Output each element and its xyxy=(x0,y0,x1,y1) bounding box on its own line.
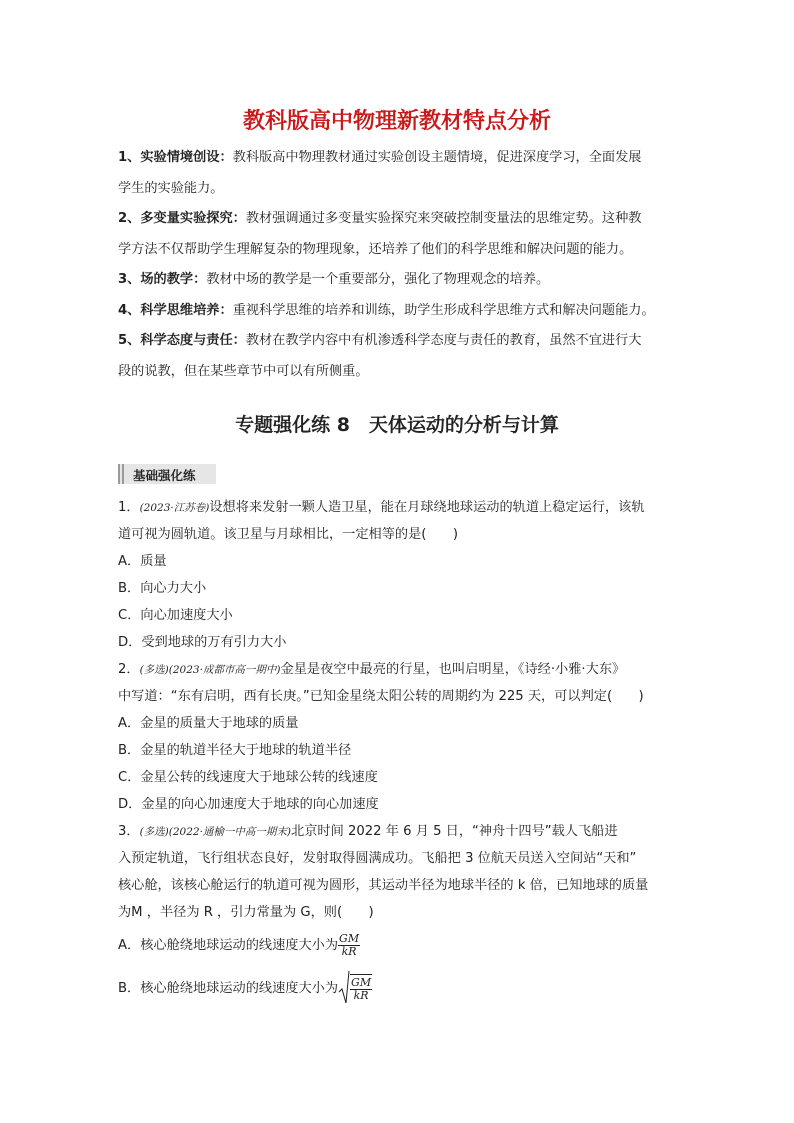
intro-text: 教科版高中物理教材通过实验创设主题情境，促进深度学习，全面发展 xyxy=(232,150,642,165)
question-3-line: 为M ，半径为 R ，引力常量为 G，则( ) xyxy=(118,905,374,920)
fraction-denominator: kR xyxy=(353,989,369,1002)
square-root-icon xyxy=(338,966,350,1010)
question-2-option-a: A．金星的质量大于地球的质量 xyxy=(118,716,299,731)
question-3-option-a xyxy=(118,926,688,966)
intro-key: 4、科学思维培养： xyxy=(118,302,233,318)
question-2-line xyxy=(118,656,688,683)
intro-item xyxy=(118,204,688,235)
intro-key: 2、多变量实验探究： xyxy=(118,211,246,226)
question-3-line: 核心舱，该核心舱运行的轨道可视为圆形，其运动半径为地球半径的 k 倍，已知地球的质量 xyxy=(118,878,649,893)
intro-item-cont: 学方法不仅帮助学生理解复杂的物理现象，还培养了他们的科学思维和解决问题的能力。 xyxy=(118,241,633,257)
option-a-text: A．核心舱绕地球运动的线速度大小为 xyxy=(118,938,339,953)
question-2-option-d: D．金星的向心加速度大于地球的向心加速度 xyxy=(118,797,379,812)
intro-item-cont: 学生的实验能力。 xyxy=(118,180,224,196)
intro-text: 教材在教学内容中有机渗透科学态度与责任的教育，虽然不宜进行大 xyxy=(245,333,642,348)
intro-key: 3、场的教学： xyxy=(118,272,207,287)
question-2-line: 中写道：“东有启明，西有长庚。”已知金星绕太阳公转的周期约为 225 天，可以判定( ) xyxy=(118,689,644,704)
question-number: 2． xyxy=(118,662,140,677)
question-1-line xyxy=(118,494,688,521)
option-b-text: B．核心舱绕地球运动的线速度大小为 xyxy=(118,981,339,996)
fraction-denominator: kR xyxy=(341,944,357,958)
fraction-numerator: GM xyxy=(351,976,372,989)
question-2-option-b: B．金星的轨道半径大于地球的轨道半径 xyxy=(118,743,352,758)
intro-key: 1、实验情境创设： xyxy=(118,150,233,165)
intro-item xyxy=(118,296,688,327)
question-3-line xyxy=(118,818,688,845)
intro-list xyxy=(118,143,688,387)
question-text: 设想将来发射一颗人造卫星，能在月球绕地球运动的轨道上稳定运行，该轨 xyxy=(209,500,645,515)
intro-item xyxy=(118,326,688,357)
question-1-option-b: B．向心力大小 xyxy=(118,581,207,596)
fraction-gm-over-kr xyxy=(338,933,360,958)
intro-text: 重视科学思维的培养和训练，助学生形成科学思维方式和解决问题能力。 xyxy=(232,302,655,318)
question-source: (多选)(2022·通榆一中高一期末) xyxy=(139,826,292,838)
section-band xyxy=(118,464,216,484)
question-source: (多选)(2023·成都市高一期中) xyxy=(139,664,281,676)
question-3-line: 入预定轨道，飞行组状态良好，发射取得圆满成功。飞船把 3 位航天员送入空间站“天和” xyxy=(118,851,637,866)
question-text: 北京时间 2022 年 6 月 5 日，“神舟十四号”载人飞船进 xyxy=(291,824,618,839)
question-1-option-c: C．向心加速度大小 xyxy=(118,608,233,623)
intro-text: 教材强调通过多变量实验探究来突破控制变量法的思维定势。这种教 xyxy=(245,211,642,226)
fraction-gm-over-kr-root xyxy=(350,974,372,1002)
page-title: 教科版高中物理新教材特点分析 xyxy=(242,109,551,134)
question-1-option-a: A．质量 xyxy=(118,554,167,569)
intro-key: 5、科学态度与责任： xyxy=(118,333,246,348)
question-number: 3． xyxy=(118,824,140,839)
section-title: 专题强化练 8 天体运动的分析与计算 xyxy=(235,414,559,436)
question-3-option-b xyxy=(118,966,688,1010)
question-2-option-c: C．金星公转的线速度大于地球公转的线速度 xyxy=(118,770,378,785)
question-number: 1． xyxy=(118,500,140,515)
intro-item xyxy=(118,265,688,296)
question-1-option-d: D．受到地球的万有引力大小 xyxy=(118,635,287,650)
section-band-label: 基础强化练 xyxy=(133,468,196,483)
question-1-line: 道可视为圆轨道。该卫星与月球相比，一定相等的是( ) xyxy=(118,527,458,542)
fraction-numerator: GM xyxy=(339,931,360,945)
intro-item xyxy=(118,143,688,174)
intro-item-cont: 段的说教，但在某些章节中可以有所侧重。 xyxy=(118,363,369,379)
question-list xyxy=(118,494,688,1010)
intro-text: 教材中场的教学是一个重要部分，强化了物理观念的培养。 xyxy=(206,272,550,287)
question-source: (2023·江苏卷) xyxy=(139,502,210,514)
question-text: 金星是夜空中最亮的行星，也叫启明星，《诗经·小雅·大东》 xyxy=(280,662,626,677)
